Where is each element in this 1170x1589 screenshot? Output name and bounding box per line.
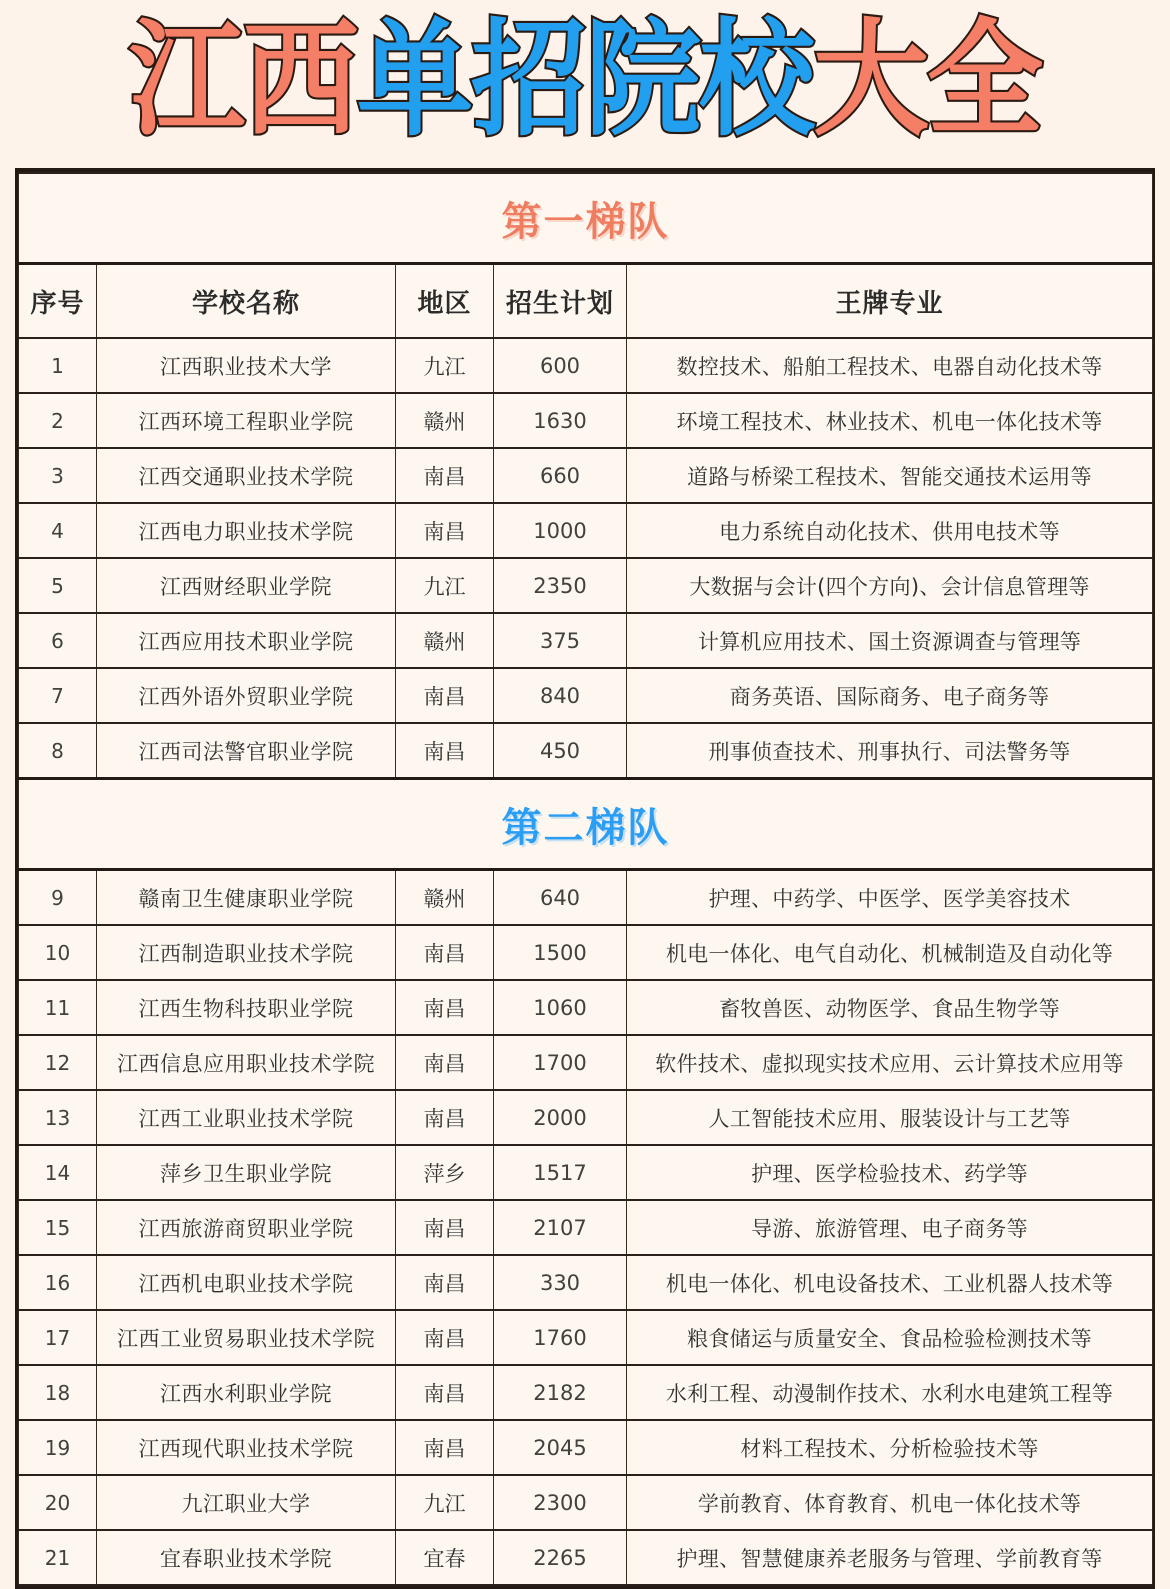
cell-school-name: 江西电力职业技术学院 — [97, 503, 396, 558]
cell-school-name: 江西工业职业技术学院 — [97, 1090, 396, 1145]
cell-region: 九江 — [396, 338, 494, 393]
cell-index: 9 — [19, 870, 97, 926]
cell-index: 15 — [19, 1200, 97, 1255]
cell-region: 南昌 — [396, 723, 494, 779]
page-title — [129, 7, 1041, 154]
cell-school-name: 江西信息应用职业技术学院 — [97, 1035, 396, 1090]
cell-enrollment-plan: 1630 — [494, 393, 627, 448]
cell-index: 16 — [19, 1255, 97, 1310]
cell-school-name: 萍乡卫生职业学院 — [97, 1145, 396, 1200]
column-header-name: 学校名称 — [97, 264, 396, 339]
cell-school-name: 九江职业大学 — [97, 1475, 396, 1530]
cell-flagship-majors: 人工智能技术应用、服装设计与工艺等 — [627, 1090, 1153, 1145]
cell-flagship-majors: 软件技术、虚拟现实技术应用、云计算技术应用等 — [627, 1035, 1153, 1090]
cell-index: 20 — [19, 1475, 97, 1530]
cell-index: 10 — [19, 925, 97, 980]
cell-enrollment-plan: 660 — [494, 448, 627, 503]
cell-index: 6 — [19, 613, 97, 668]
cell-index: 13 — [19, 1090, 97, 1145]
cell-flagship-majors: 学前教育、体育教育、机电一体化技术等 — [627, 1475, 1153, 1530]
cell-enrollment-plan: 1500 — [494, 925, 627, 980]
cell-flagship-majors: 电力系统自动化技术、供用电技术等 — [627, 503, 1153, 558]
cell-flagship-majors: 材料工程技术、分析检验技术等 — [627, 1420, 1153, 1475]
cell-enrollment-plan: 1760 — [494, 1310, 627, 1365]
cell-enrollment-plan: 2107 — [494, 1200, 627, 1255]
cell-school-name: 江西机电职业技术学院 — [97, 1255, 396, 1310]
cell-flagship-majors: 机电一体化、机电设备技术、工业机器人技术等 — [627, 1255, 1153, 1310]
table-row — [19, 558, 1153, 613]
cell-flagship-majors: 护理、中药学、中医学、医学美容技术 — [627, 870, 1153, 926]
table-row — [19, 393, 1153, 448]
cell-region: 南昌 — [396, 668, 494, 723]
cell-index: 14 — [19, 1145, 97, 1200]
cell-flagship-majors: 粮食储运与质量安全、食品检验检测技术等 — [627, 1310, 1153, 1365]
table-row — [19, 870, 1153, 926]
cell-region: 九江 — [396, 1475, 494, 1530]
column-header-no: 序号 — [19, 264, 97, 339]
title-segment-0: 江西 — [129, 7, 357, 154]
table-row — [19, 1145, 1153, 1200]
cell-school-name: 江西工业贸易职业技术学院 — [97, 1310, 396, 1365]
table-row — [19, 613, 1153, 668]
cell-index: 1 — [19, 338, 97, 393]
cell-region: 南昌 — [396, 448, 494, 503]
cell-region: 南昌 — [396, 1310, 494, 1365]
table-header-row — [19, 264, 1153, 339]
column-header-region: 地区 — [396, 264, 494, 339]
cell-region: 南昌 — [396, 1420, 494, 1475]
cell-index: 11 — [19, 980, 97, 1035]
cell-enrollment-plan: 2300 — [494, 1475, 627, 1530]
table-row — [19, 448, 1153, 503]
section-heading-row — [19, 173, 1153, 264]
section-heading-row — [19, 779, 1153, 870]
cell-flagship-majors: 商务英语、国际商务、电子商务等 — [627, 668, 1153, 723]
table-row — [19, 503, 1153, 558]
table-row — [19, 1475, 1153, 1530]
cell-enrollment-plan: 2265 — [494, 1530, 627, 1585]
cell-school-name: 江西交通职业技术学院 — [97, 448, 396, 503]
cell-flagship-majors: 数控技术、船舶工程技术、电器自动化技术等 — [627, 338, 1153, 393]
cell-flagship-majors: 机电一体化、电气自动化、机械制造及自动化等 — [627, 925, 1153, 980]
table-row — [19, 980, 1153, 1035]
table-row — [19, 1090, 1153, 1145]
cell-school-name: 江西职业技术大学 — [97, 338, 396, 393]
cell-region: 南昌 — [396, 1200, 494, 1255]
cell-index: 18 — [19, 1365, 97, 1420]
cell-school-name: 江西司法警官职业学院 — [97, 723, 396, 779]
table-row — [19, 1365, 1153, 1420]
cell-enrollment-plan: 2182 — [494, 1365, 627, 1420]
table-row — [19, 1310, 1153, 1365]
cell-enrollment-plan: 450 — [494, 723, 627, 779]
cell-enrollment-plan: 2350 — [494, 558, 627, 613]
cell-index: 17 — [19, 1310, 97, 1365]
cell-school-name: 宜春职业技术学院 — [97, 1530, 396, 1585]
cell-flagship-majors: 护理、智慧健康养老服务与管理、学前教育等 — [627, 1530, 1153, 1585]
poster-title-banner — [0, 0, 1170, 168]
cell-region: 宜春 — [396, 1530, 494, 1585]
cell-region: 赣州 — [396, 613, 494, 668]
cell-school-name: 江西环境工程职业学院 — [97, 393, 396, 448]
cell-enrollment-plan: 2045 — [494, 1420, 627, 1475]
cell-index: 19 — [19, 1420, 97, 1475]
cell-enrollment-plan: 1517 — [494, 1145, 627, 1200]
cell-enrollment-plan: 600 — [494, 338, 627, 393]
cell-school-name: 江西旅游商贸职业学院 — [97, 1200, 396, 1255]
cell-school-name: 江西现代职业技术学院 — [97, 1420, 396, 1475]
title-segment-2: 大全 — [813, 7, 1041, 154]
cell-school-name: 江西生物科技职业学院 — [97, 980, 396, 1035]
cell-enrollment-plan: 840 — [494, 668, 627, 723]
cell-enrollment-plan: 330 — [494, 1255, 627, 1310]
cell-region: 南昌 — [396, 1035, 494, 1090]
cell-index: 2 — [19, 393, 97, 448]
table-row — [19, 668, 1153, 723]
cell-index: 5 — [19, 558, 97, 613]
cell-index: 8 — [19, 723, 97, 779]
cell-enrollment-plan: 1700 — [494, 1035, 627, 1090]
cell-index: 12 — [19, 1035, 97, 1090]
cell-index: 21 — [19, 1530, 97, 1585]
cell-school-name: 江西制造职业技术学院 — [97, 925, 396, 980]
column-header-major: 王牌专业 — [627, 264, 1153, 339]
cell-enrollment-plan: 375 — [494, 613, 627, 668]
schools-table-container — [15, 168, 1155, 1589]
cell-flagship-majors: 计算机应用技术、国土资源调查与管理等 — [627, 613, 1153, 668]
cell-region: 南昌 — [396, 925, 494, 980]
cell-flagship-majors: 畜牧兽医、动物医学、食品生物学等 — [627, 980, 1153, 1035]
cell-region: 九江 — [396, 558, 494, 613]
schools-table — [18, 172, 1153, 1586]
cell-enrollment-plan: 1060 — [494, 980, 627, 1035]
table-row — [19, 1200, 1153, 1255]
cell-enrollment-plan: 640 — [494, 870, 627, 926]
table-row — [19, 338, 1153, 393]
table-row — [19, 723, 1153, 779]
cell-school-name: 赣南卫生健康职业学院 — [97, 870, 396, 926]
table-row — [19, 1035, 1153, 1090]
cell-region: 赣州 — [396, 870, 494, 926]
cell-enrollment-plan: 1000 — [494, 503, 627, 558]
cell-region: 萍乡 — [396, 1145, 494, 1200]
section-heading: 第二梯队 — [19, 779, 1153, 870]
table-row — [19, 1420, 1153, 1475]
cell-region: 南昌 — [396, 1090, 494, 1145]
cell-index: 7 — [19, 668, 97, 723]
cell-region: 南昌 — [396, 1365, 494, 1420]
cell-flagship-majors: 导游、旅游管理、电子商务等 — [627, 1200, 1153, 1255]
cell-region: 赣州 — [396, 393, 494, 448]
cell-flagship-majors: 环境工程技术、林业技术、机电一体化技术等 — [627, 393, 1153, 448]
cell-school-name: 江西应用技术职业学院 — [97, 613, 396, 668]
title-segment-1: 单招院校 — [357, 7, 813, 154]
section-heading: 第一梯队 — [19, 173, 1153, 264]
cell-region: 南昌 — [396, 503, 494, 558]
cell-flagship-majors: 大数据与会计(四个方向)、会计信息管理等 — [627, 558, 1153, 613]
cell-flagship-majors: 护理、医学检验技术、药学等 — [627, 1145, 1153, 1200]
cell-index: 4 — [19, 503, 97, 558]
cell-flagship-majors: 刑事侦查技术、刑事执行、司法警务等 — [627, 723, 1153, 779]
cell-region: 南昌 — [396, 980, 494, 1035]
column-header-plan: 招生计划 — [494, 264, 627, 339]
cell-school-name: 江西财经职业学院 — [97, 558, 396, 613]
cell-school-name: 江西水利职业学院 — [97, 1365, 396, 1420]
table-row — [19, 925, 1153, 980]
cell-region: 南昌 — [396, 1255, 494, 1310]
cell-flagship-majors: 水利工程、动漫制作技术、水利水电建筑工程等 — [627, 1365, 1153, 1420]
cell-flagship-majors: 道路与桥梁工程技术、智能交通技术运用等 — [627, 448, 1153, 503]
cell-school-name: 江西外语外贸职业学院 — [97, 668, 396, 723]
table-row — [19, 1255, 1153, 1310]
cell-enrollment-plan: 2000 — [494, 1090, 627, 1145]
table-row — [19, 1530, 1153, 1585]
cell-index: 3 — [19, 448, 97, 503]
